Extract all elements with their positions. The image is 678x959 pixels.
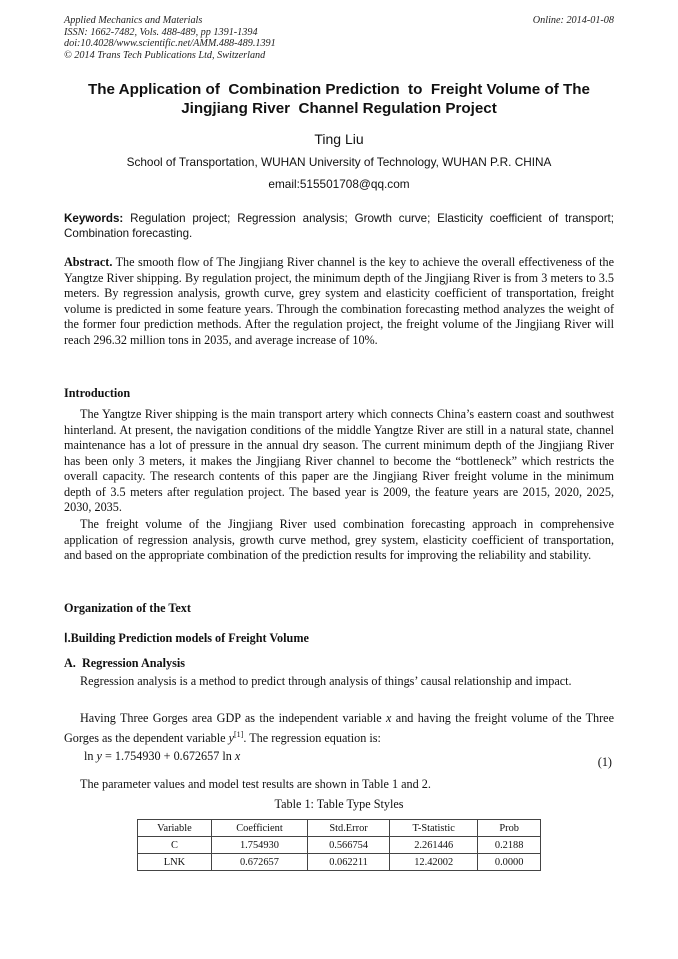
journal-header [64, 15, 276, 61]
copyright-line: © 2014 Trans Tech Publications Ltd, Switzerland [64, 49, 266, 61]
affiliation: School of Transportation, WUHAN University of Technology, WUHAN P.R. CHINA [126, 155, 552, 169]
keywords-label: Keywords: [64, 212, 124, 225]
intro-paragraph-2: The freight volume of the Jingjiang River used combination forecasting approach in comprehensive application of regression analysis, growth curve method, grey system, elasticity coefficient of transportation, and based on the appropriate combination of the prediction results for improving the reliability and stability. [64, 517, 614, 563]
abstract-text: The smooth flow of The Jingjiang River channel is the key to achieve the overall effectiveness of the Yangtze River shipping. By regulation project, the minimum depth of the Jingjiang River is from 3 meters to 3.5 meters. By regression analysis, growth curve, grey system and elasticity coefficient of transportation, freight volume is predicted in some feature years. Through the combination forecasting method analyzes the weight of the former four prediction methods. After the regulation project, the freight volume of the Jingjiang River will reach 296.32 million tons in 2035, and average increase of 10%. [64, 255, 614, 347]
keywords [64, 211, 614, 241]
title-line-1: The Application of Combination Prediction to Freight Volume of The [87, 81, 591, 98]
variable-y: y [228, 730, 235, 745]
journal-name: Applied Mechanics and Materials [64, 15, 203, 26]
intro-paragraph-1: The Yangtze River shipping is the main transport artery which connects China’s eastern coast and southwest hinterland. At present, the navigation conditions of the middle Yangtze River are still in a natural state, channel maintenance has a lot of pressure in the annual dry season. The current minimum depth of the Jingjiang River has been only 3 meters, it makes the Jingjiang River channel to become the “bottleneck” which restricts the overall capacity. The research contents of this paper are the Jingjiang River freight volume in the minimum depth of 3.5 meters after regulation project. The based year is 2009, the feature years are 2015, 2020, 2025, 2030, 2035. [64, 407, 614, 515]
issn-line: ISSN: 1662-7482, Vols. 488-489, pp 1391-1394 [64, 26, 258, 38]
variable-x: x [386, 711, 392, 725]
subsection-heading-regression: A. Regression Analysis [64, 656, 185, 670]
table-cell: 0.672657 [211, 854, 307, 871]
table-row [138, 854, 541, 871]
table-cell: 0.566754 [308, 837, 390, 854]
regression-paragraph-2 [64, 711, 614, 746]
table-cell: 12.42002 [390, 854, 478, 871]
table-cell: C [138, 837, 212, 854]
table-cell: 0.0000 [478, 854, 541, 871]
table-cell: 0.2188 [478, 837, 541, 854]
parameter-paragraph: The parameter values and model test results are shown in Table 1 and 2. [80, 777, 431, 791]
doi-line: doi:10.4028/www.scientific.net/AMM.488-489.1391 [64, 38, 276, 50]
table-header-cell: Std.Error [308, 820, 390, 837]
parameter-table [137, 819, 541, 871]
regression-paragraph-1: Regression analysis is a method to predict through analysis of things’ causal relationship and impact. [80, 674, 572, 688]
eq-x: x [234, 749, 241, 763]
table-header-cell: Coefficient [211, 820, 307, 837]
text-run: . The regression equation is: [243, 730, 381, 745]
table-header-cell: Variable [138, 820, 212, 837]
table-cell: 1.754930 [211, 837, 307, 854]
table-cell: LNK [138, 854, 212, 871]
online-date: Online: 2014-01-08 [532, 15, 614, 26]
eq-y: y [96, 749, 102, 763]
author-name: Ting Liu [314, 131, 364, 147]
section-heading-organization: Organization of the Text [64, 601, 191, 615]
eq-body: = 1.754930 + 0.672657 ln [101, 749, 235, 763]
table-caption: Table 1: Table Type Styles [274, 797, 404, 811]
table-header-row [138, 820, 541, 837]
eq-ln: ln [84, 749, 94, 763]
text-run: Having Three Gorges area GDP as the independent variable [80, 711, 387, 725]
section-heading-introduction: Introduction [64, 386, 131, 400]
equation-number: (1) [597, 755, 612, 769]
paper-title [40, 80, 638, 118]
title-line-2: Jingjiang River Channel Regulation Project [181, 100, 497, 117]
author-email: email:515501708@qq.com [268, 177, 410, 191]
table-cell: 0.062211 [308, 854, 390, 871]
citation-ref: [1] [234, 729, 244, 739]
regression-equation [84, 749, 240, 764]
abstract [64, 255, 614, 348]
table-header-cell: T-Statistic [390, 820, 478, 837]
keywords-text: Regulation project; Regression analysis; Growth curve; Elasticity coefficient of transport; Combination forecasting. [64, 212, 614, 240]
text-run: and having the freight volume of the Three Gorges as the dependent variable [64, 711, 615, 745]
abstract-label: Abstract. [64, 255, 113, 269]
table-cell: 2.261446 [390, 837, 478, 854]
table-header-cell: Prob [478, 820, 541, 837]
part-heading: Ⅰ.Building Prediction models of Freight Volume [64, 631, 309, 645]
table-row [138, 837, 541, 854]
